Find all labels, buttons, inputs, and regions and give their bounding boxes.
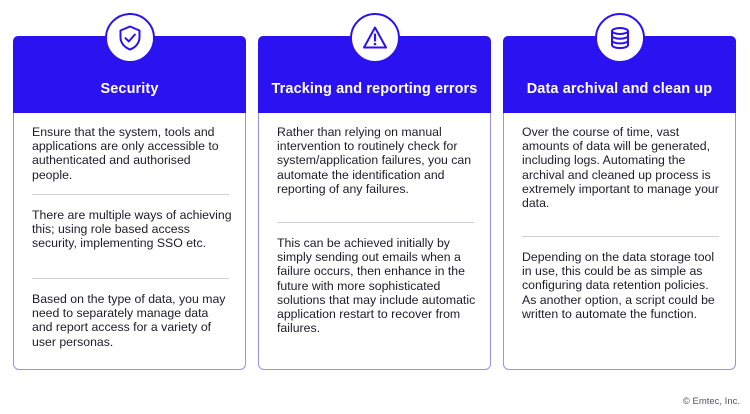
divider (32, 278, 229, 279)
copyright-text: © Emtec, Inc. (682, 396, 740, 407)
divider (277, 222, 474, 223)
card-body (503, 113, 736, 370)
database-icon (606, 24, 634, 52)
icon-badge (105, 13, 155, 63)
divider (522, 236, 719, 237)
card-body (13, 113, 246, 370)
card-paragraph: Over the course of time, vast amounts of data will be generated, including logs. Automating the archival and cleaned up process is extremely important to manage your data. (522, 125, 719, 211)
card-paragraph: This can be achieved initially by simply sending out emails when a failure occurs, then enhance in the future with more sophisticated solutions that may include automatic application restart to recover from failures. (277, 236, 476, 336)
card-body (258, 113, 491, 370)
card-title: Tracking and reporting errors (271, 81, 478, 97)
card-paragraph: Depending on the data storage tool in use, this could be as simple as configuring data retention policies. As another option, a script could be written to automate the function. (522, 250, 715, 321)
shield-check-icon (116, 24, 144, 52)
card-tracking-errors (258, 36, 491, 370)
divider (32, 194, 229, 195)
card-security (13, 36, 246, 370)
card-paragraph: Ensure that the system, tools and applications are only accessible to authenticated and authorised people. (32, 125, 219, 182)
icon-badge (350, 13, 400, 63)
card-paragraph: There are multiple ways of achieving this; using role based access security, implementing SSO etc. (32, 208, 232, 251)
card-data-archival (503, 36, 736, 370)
icon-badge (595, 13, 645, 63)
card-paragraph: Based on the type of data, you may need to separately manage data and report access for a variety of user personas. (32, 292, 226, 349)
warning-triangle-icon (361, 24, 389, 52)
card-paragraph: Rather than relying on manual intervention to routinely check for system/application failures, you can automate the identification and reporting of any failures. (277, 125, 472, 196)
card-title: Data archival and clean up (526, 81, 713, 97)
card-title: Security (100, 81, 159, 97)
